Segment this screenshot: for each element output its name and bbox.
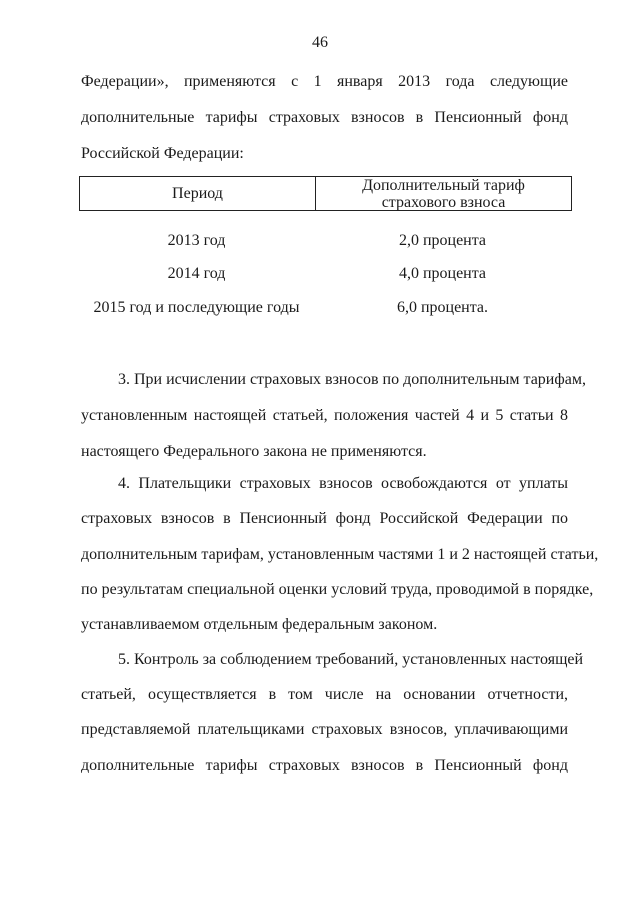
table-row-rate: 6,0 процента. [396, 299, 489, 316]
page-number: 46 [312, 34, 328, 51]
intro-line-3: Российской Федерации: [81, 145, 244, 162]
table-row-period: 2013 год [167, 232, 226, 249]
paragraph-5-line-1: 5. Контроль за соблюдением требований, установленных настоящей [118, 651, 584, 668]
paragraph-4-line-1: 4. Плательщики страховых взносов освобождаются от уплаты [118, 475, 568, 492]
paragraph-5-line-3: представляемой плательщиками страховых взносов, уплачивающими [81, 721, 568, 738]
paragraph-4-line-3: дополнительным тарифам, установленным частями 1 и 2 настоящей статьи, [81, 546, 599, 563]
intro-line-2: дополнительные тарифы страховых взносов в Пенсионный фонд [81, 109, 568, 126]
paragraph-4-line-4: по результатам специальной оценки условий труда, проводимой в порядке, [81, 581, 594, 598]
paragraph-4-line-2: страховых взносов в Пенсионный фонд Российской Федерации по [81, 510, 568, 527]
header-tariff [316, 177, 571, 211]
header-period: Период [172, 185, 223, 202]
paragraph-3-line-3: настоящего Федерального закона не применяются. [81, 443, 427, 460]
table-row-rate: 2,0 процента [398, 232, 487, 249]
paragraph-3-line-1: 3. При исчислении страховых взносов по дополнительным тарифам, [118, 371, 586, 388]
paragraph-5-line-4: дополнительные тарифы страховых взносов в Пенсионный фонд [81, 757, 568, 774]
table-row-period: 2015 год и последующие годы [93, 299, 300, 316]
header-tariff-line-1: Дополнительный тариф [362, 177, 525, 194]
intro-line-1: Федерации», применяются с 1 января 2013 года следующие [81, 73, 568, 90]
paragraph-3-line-2: установленным настоящей статьей, положения частей 4 и 5 статьи 8 [81, 407, 568, 424]
paragraph-5-line-2: статьей, осуществляется в том числе на основании отчетности, [81, 686, 568, 703]
tariff-table-header [79, 176, 572, 211]
table-row-rate: 4,0 процента [398, 265, 487, 282]
table-row-period: 2014 год [167, 265, 226, 282]
header-tariff-line-2: страхового взноса [381, 194, 506, 211]
paragraph-4-line-5: устанавливаемом отдельным федеральным законом. [81, 616, 438, 633]
